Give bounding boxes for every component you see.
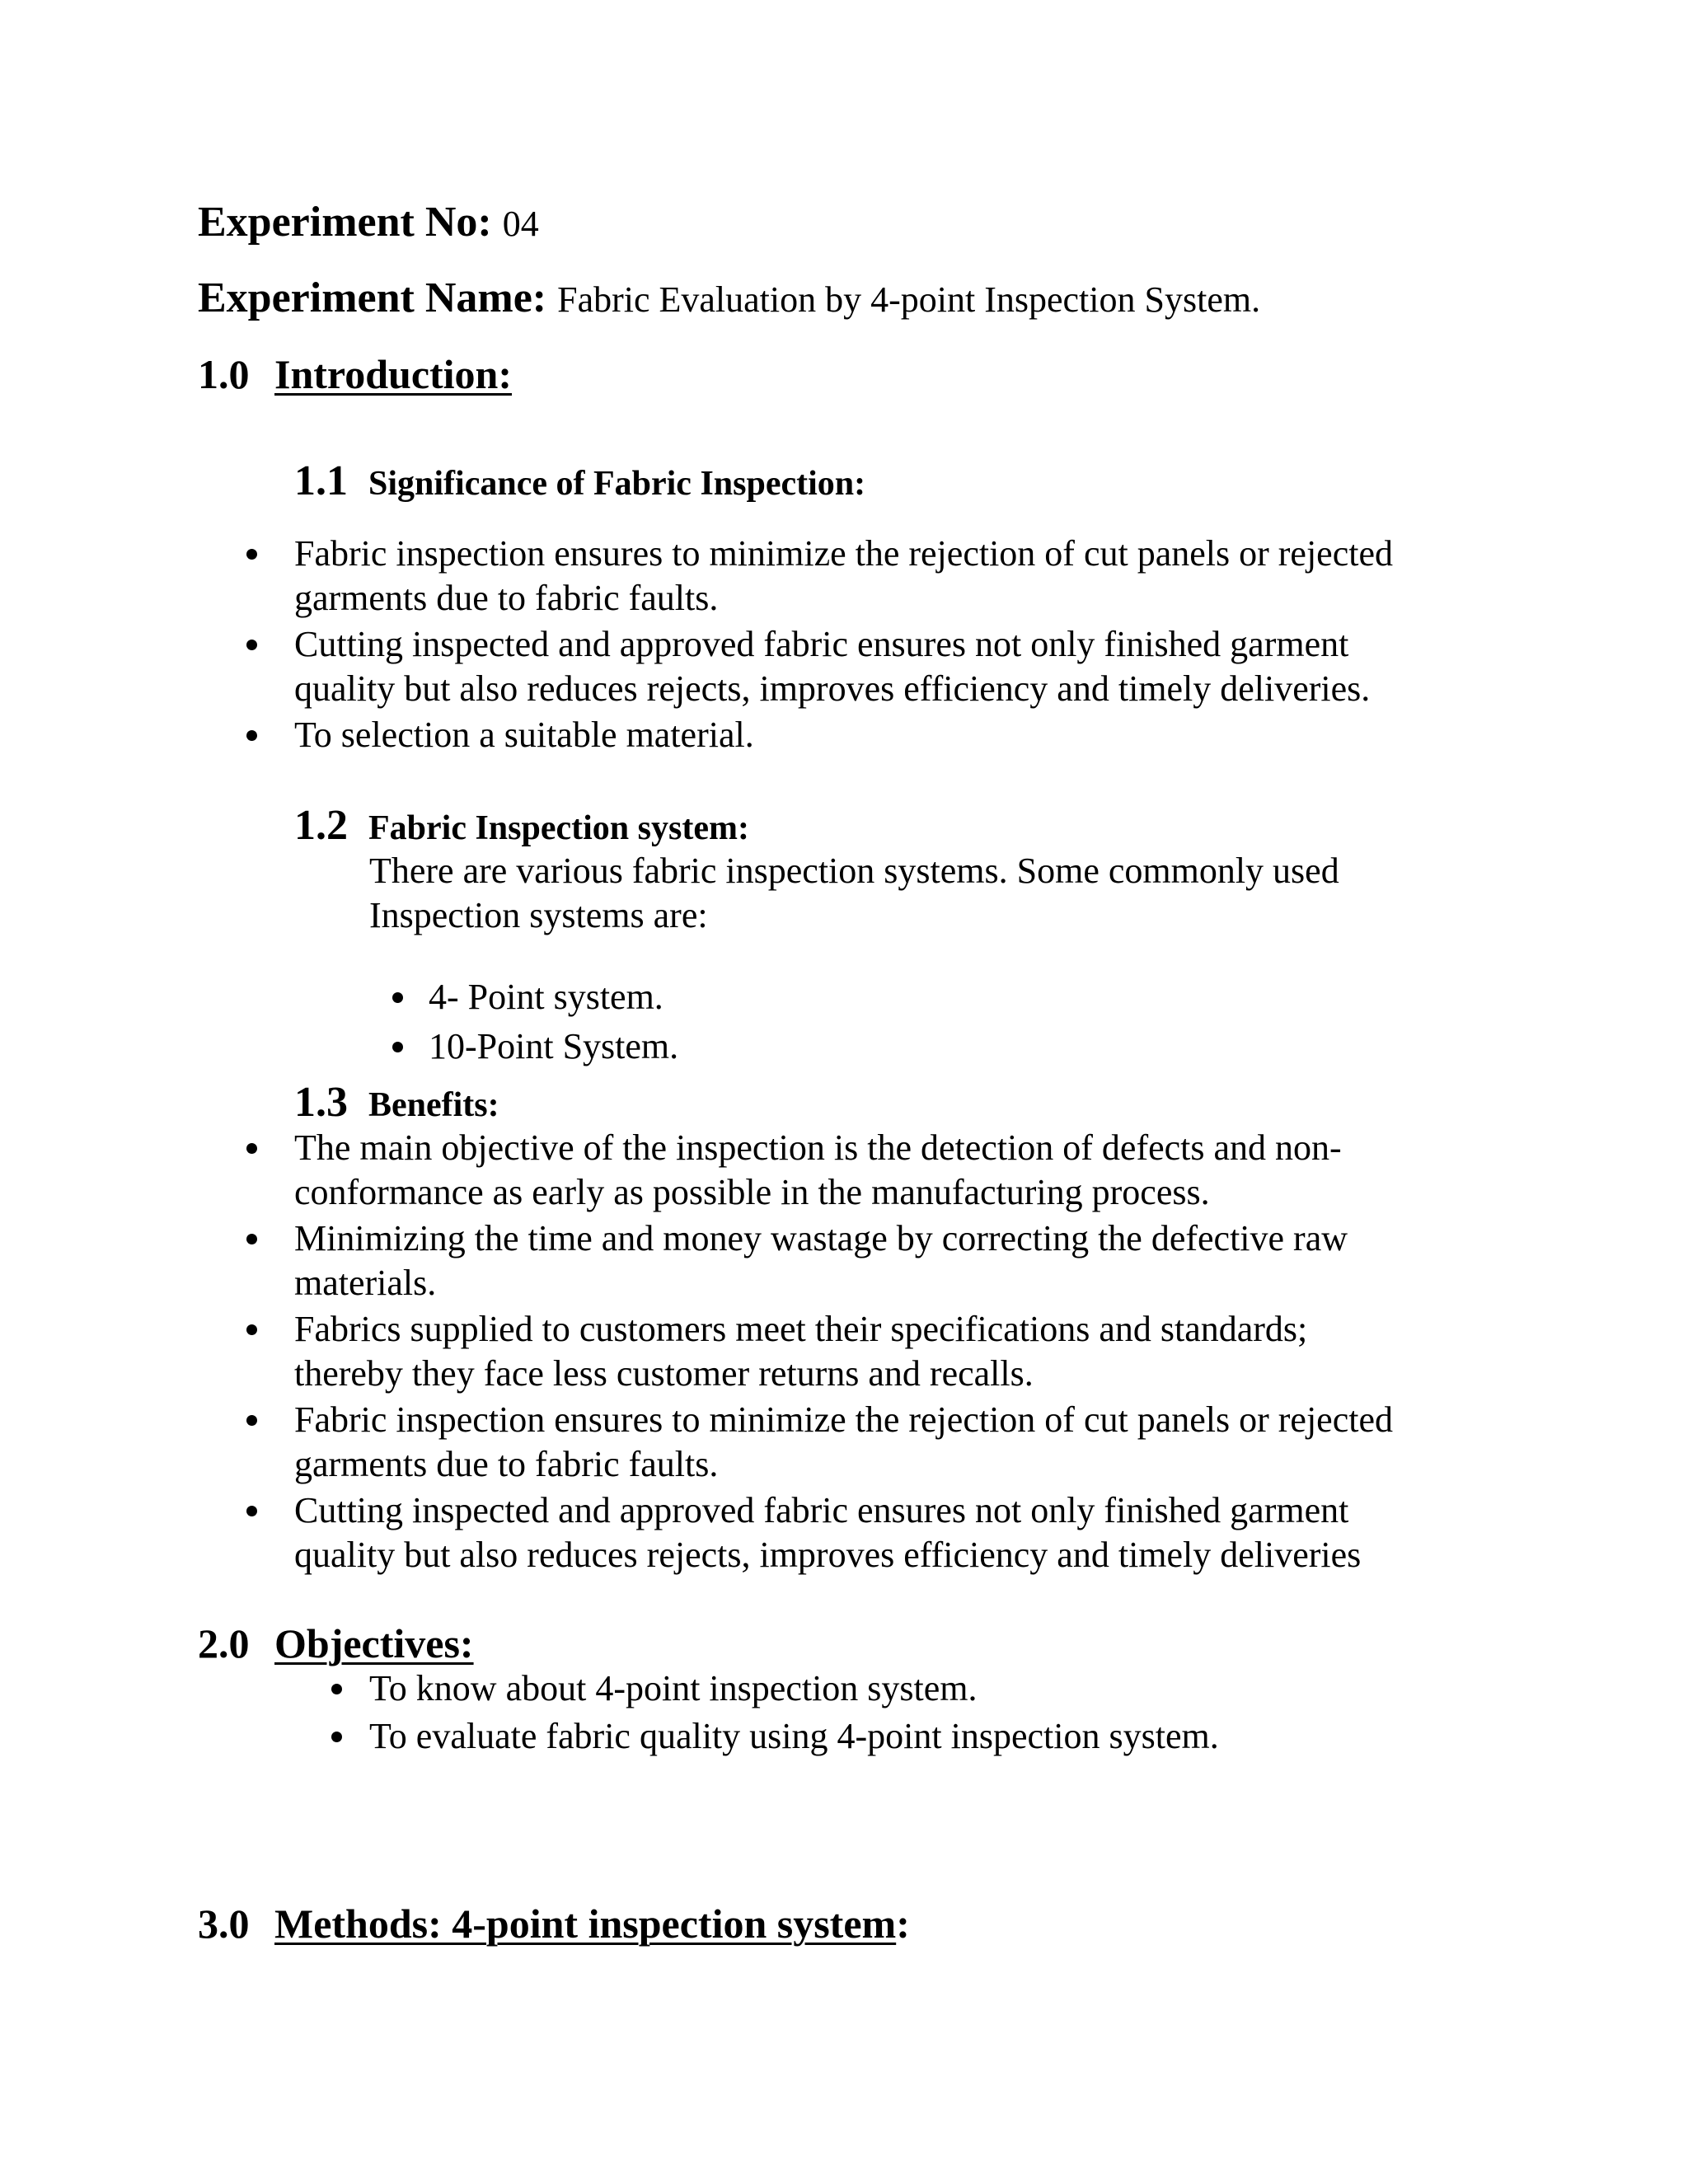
bullet-icon bbox=[331, 1684, 342, 1694]
experiment-number-value: 04 bbox=[502, 204, 539, 244]
bullet-icon bbox=[246, 1506, 257, 1516]
list-item: 4- Point system. bbox=[429, 975, 678, 1019]
subsection-number: 1.2 bbox=[294, 802, 348, 849]
experiment-name-label: Experiment Name: bbox=[198, 274, 547, 321]
bullet-icon bbox=[246, 640, 257, 650]
subsection-title: Fabric Inspection system: bbox=[368, 809, 749, 847]
list-item: To evaluate fabric quality using 4-point inspection system. bbox=[369, 1714, 1219, 1759]
bullet-icon bbox=[246, 1143, 257, 1154]
bullet-icon bbox=[392, 1042, 403, 1052]
experiment-name-value: Fabric Evaluation by 4-point Inspection System. bbox=[557, 279, 1261, 320]
system-description: There are various fabric inspection systems. Some commonly used Inspection systems are: bbox=[369, 851, 1339, 935]
list-item: To know about 4-point inspection system. bbox=[369, 1666, 1219, 1711]
significance-list bbox=[294, 532, 1393, 757]
bullet-icon bbox=[246, 1324, 257, 1335]
experiment-number-label: Experiment No: bbox=[198, 199, 492, 246]
subsection-title: Significance of Fabric Inspection: bbox=[368, 465, 866, 503]
section-number: 1.0 bbox=[198, 351, 250, 397]
list-item: Fabric inspection ensures to minimize the rejection of cut panels or rejected garments due to fabric faults. bbox=[294, 532, 1393, 621]
bullet-icon bbox=[392, 992, 403, 1003]
section-number: 2.0 bbox=[198, 1620, 250, 1666]
bullet-icon bbox=[246, 1234, 257, 1244]
list-item: Minimizing the time and money wastage by correcting the defective raw materials. bbox=[294, 1216, 1393, 1305]
objectives-list bbox=[369, 1666, 1219, 1759]
list-item: To selection a suitable material. bbox=[294, 713, 1393, 757]
bullet-icon bbox=[246, 1415, 257, 1426]
section-introduction-heading bbox=[198, 349, 512, 399]
subsection-number: 1.3 bbox=[294, 1079, 348, 1126]
experiment-number-line bbox=[198, 198, 539, 249]
section-title: Introduction: bbox=[274, 351, 513, 397]
subsection-significance-heading bbox=[294, 458, 865, 514]
bullet-icon bbox=[246, 730, 257, 741]
bullet-icon bbox=[331, 1732, 342, 1742]
experiment-name-line bbox=[198, 274, 1260, 325]
section-objectives-heading bbox=[198, 1619, 474, 1668]
benefits-list bbox=[294, 1126, 1393, 1577]
bullet-icon bbox=[246, 549, 257, 560]
list-item: 10-Point System. bbox=[429, 1024, 678, 1069]
subsection-title: Benefits: bbox=[368, 1086, 499, 1124]
list-item: Cutting inspected and approved fabric ensures not only finished garment quality but also reduces rejects, improves efficiency and timely deliveries bbox=[294, 1488, 1393, 1577]
section-methods-heading bbox=[198, 1899, 910, 1948]
list-item: The main objective of the inspection is the detection of defects and non- conformance as early as possible in the manufacturing process. bbox=[294, 1126, 1393, 1215]
subsection-number: 1.1 bbox=[294, 457, 348, 504]
list-item: Cutting inspected and approved fabric ensures not only finished garment quality but also reduces rejects, improves efficiency and timely deliveries. bbox=[294, 622, 1393, 711]
section-title-colon: : bbox=[896, 1900, 910, 1947]
system-types-list bbox=[429, 975, 678, 1069]
section-title: Objectives: bbox=[274, 1620, 474, 1666]
section-number: 3.0 bbox=[198, 1900, 250, 1947]
list-item: Fabric inspection ensures to minimize the rejection of cut panels or rejected garments due to fabric faults. bbox=[294, 1398, 1393, 1487]
section-title: Methods: 4-point inspection system bbox=[274, 1900, 897, 1947]
list-item: Fabrics supplied to customers meet their specifications and standards; thereby they face less customer returns and recalls. bbox=[294, 1307, 1393, 1396]
